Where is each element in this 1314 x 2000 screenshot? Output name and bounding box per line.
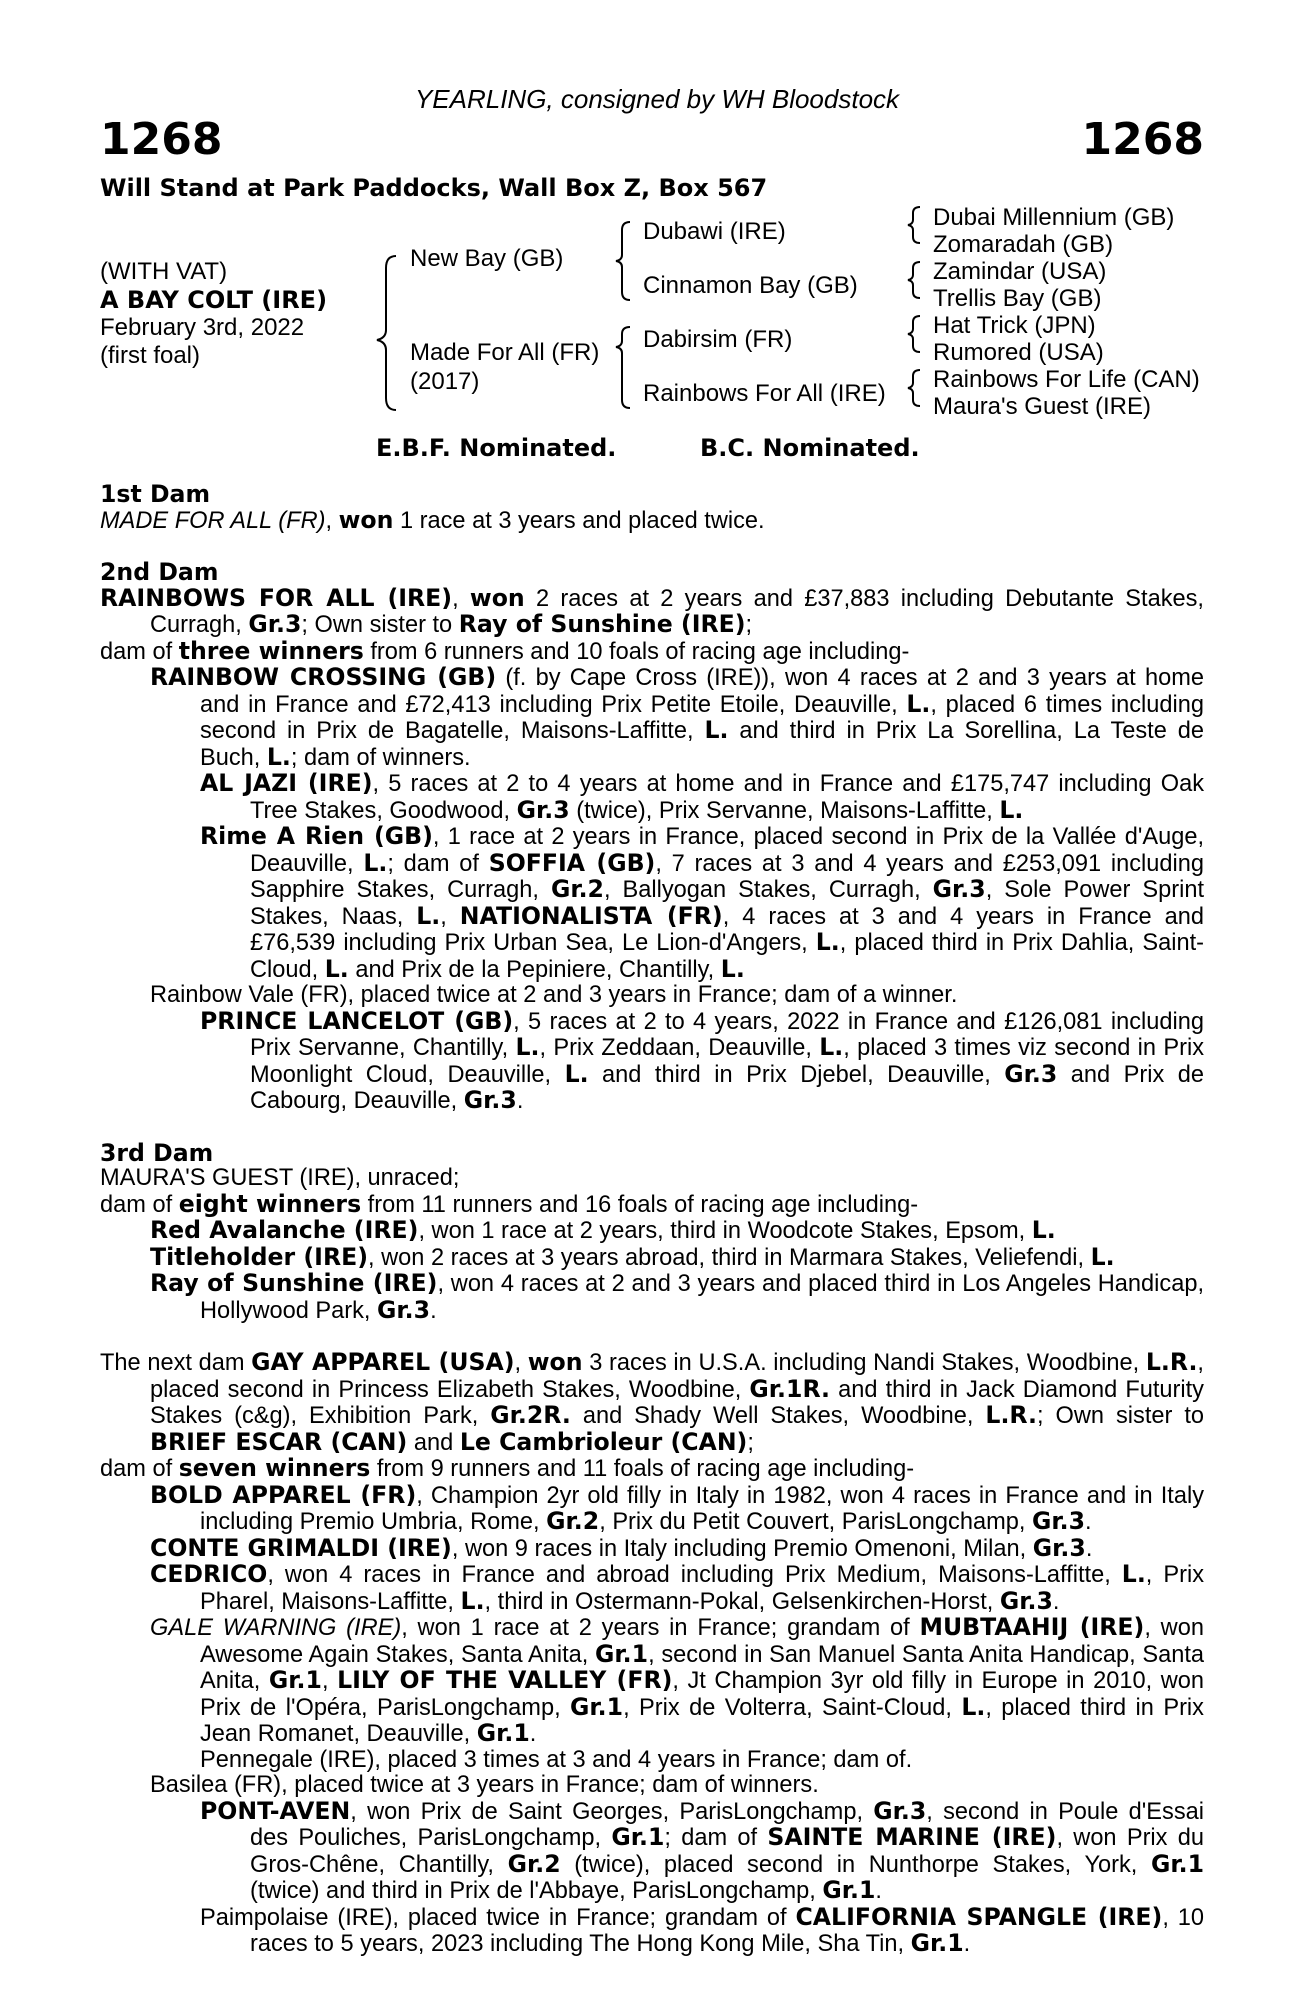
- gen3-4: Trellis Bay (GB): [933, 285, 1102, 312]
- produce-entry: Ray of Sunshine (IRE), won 4 races at 2 and 3 years and placed third in Los Angeles Handicap, Hollywood Park, Gr.3.: [150, 1269, 1204, 1324]
- dam-year: (2017): [410, 368, 480, 395]
- produce-entry: Rime A Rien (GB), 1 race at 2 years in France, placed second in Prix de la Vallée d'Auge, Deauville, L.; dam of SOFFIA (GB), 7 races at 3 and 4 years and £253,091 including Sapphire Stakes, Curragh, Gr.2, Ballyogan Stakes, Curragh, Gr.3, Sole Power Sprint Stakes, Naas, L., NATIONALISTA (FR), 4 races at 3 and 4 years in France and £76,539 including Prix Urban Sea, Le Lion-d'Angers, L., placed third in Prix Dahlia, Saint-Cloud, L. and Prix de la Pepiniere, Chantilly, L.: [200, 822, 1205, 983]
- dam: Made For All (FR): [410, 339, 600, 366]
- produce-entry: Rainbow Vale (FR), placed twice at 2 and 3 years in France; dam of a winner.: [150, 982, 958, 1008]
- gen3-5: Hat Trick (JPN): [933, 312, 1096, 339]
- produce-entry: Red Avalanche (IRE), won 1 race at 2 years, third in Woodcote Stakes, Epsom, L.: [150, 1216, 1056, 1244]
- bc-nominated: B.C. Nominated.: [700, 434, 920, 462]
- second-dam-produce: dam of three winners from 6 runners and 10 foals of racing age including-: [100, 636, 910, 665]
- foal-note: (first foal): [100, 342, 201, 369]
- gen3-2: Zomaradah (GB): [933, 231, 1114, 258]
- produce-entry: Basilea (FR), placed twice at 3 years in France; dam of winners.: [150, 1772, 819, 1798]
- produce-entry: PONT-AVEN, won Prix de Saint Georges, ParisLongchamp, Gr.3, second in Poule d'Essai des Pouliches, ParisLongchamp, Gr.1; dam of SAINTE MARINE (IRE), won Prix du Gros-Chêne, Chantilly, Gr.2 (twice), placed second in Nunthorpe Stakes, York, Gr.1 (twice) and third in Prix de l'Abbaye, ParisLongchamp, Gr.1.: [200, 1796, 1204, 1904]
- gen3-8: Maura's Guest (IRE): [933, 393, 1151, 420]
- horse-name: A BAY COLT (IRE): [100, 286, 328, 314]
- vat-note: (WITH VAT): [100, 258, 228, 285]
- third-dam-heading: 3rd Dam: [100, 1138, 214, 1167]
- gen3-3: Zamindar (USA): [933, 258, 1107, 285]
- sire: New Bay (GB): [410, 245, 564, 272]
- next-dam-record: The next dam GAY APPAREL (USA), won 3 races in U.S.A. including Nandi Stakes, Woodbine, L.R., placed second in Princess Elizabeth Stakes, Woodbine, Gr.1R. and third in Jack Diamond Futurity Stakes (c&g), Exhibition Park, Gr.2R. and Shady Well Stakes, Woodbine, L.R.; Own sister to BRIEF ESCAR (CAN) and Le Cambrioleur (CAN);: [100, 1348, 1204, 1456]
- dam-sire: Dabirsim (FR): [643, 326, 793, 353]
- third-dam-record: MAURA'S GUEST (IRE), unraced;: [100, 1165, 460, 1191]
- produce-entry: CONTE GRIMALDI (IRE), won 9 races in Italy including Premio Omenoni, Milan, Gr.3.: [150, 1533, 1093, 1562]
- first-dam-heading: 1st Dam: [100, 480, 211, 508]
- third-dam-produce: dam of eight winners from 11 runners and 16 foals of racing age including-: [100, 1189, 919, 1218]
- gen3-1: Dubai Millennium (GB): [933, 204, 1175, 231]
- produce-entry: CEDRICO, won 4 races in France and abroad including Prix Medium, Maisons-Laffitte, L., Prix Pharel, Maisons-Laffitte, L., third in Ostermann-Pokal, Gelsenkirchen-Horst, Gr.3.: [150, 1560, 1204, 1615]
- produce-entry: RAINBOW CROSSING (GB) (f. by Cape Cross (IRE)), won 4 races at 2 and 3 years at home and in France and £72,413 including Prix Petite Etoile, Deauville, L., placed 6 times including second in Prix de Bagatelle, Maisons-Laffitte, L. and third in Prix La Sorellina, La Teste de Buch, L.; dam of winners.: [150, 663, 1205, 771]
- stand-location: Will Stand at Park Paddocks, Wall Box Z, Box 567: [100, 174, 768, 202]
- ebf-nominated: E.B.F. Nominated.: [376, 434, 617, 462]
- produce-entry: AL JAZI (IRE), 5 races at 2 to 4 years at home and in France and £175,747 including Oak Tree Stakes, Goodwood, Gr.3 (twice), Prix Servanne, Maisons-Laffitte, L.: [200, 769, 1204, 824]
- gen3-7: Rainbows For Life (CAN): [933, 366, 1200, 393]
- catalogue-body: [100, 482, 1204, 1958]
- second-dam-heading: 2nd Dam: [100, 558, 219, 586]
- consignment-line: YEARLING, consigned by WH Bloodstock: [414, 84, 900, 114]
- sire-dam: Cinnamon Bay (GB): [643, 272, 858, 299]
- produce-entry: Titleholder (IRE), won 2 races at 3 years abroad, third in Marmara Stakes, Veliefendi, L.: [150, 1242, 1115, 1271]
- sire-sire: Dubawi (IRE): [643, 218, 786, 245]
- produce-entry: Pennegale (IRE), placed 3 times at 3 and 4 years in France; dam of.: [200, 1746, 913, 1773]
- produce-entry: PRINCE LANCELOT (GB), 5 races at 2 to 4 years, 2022 in France and £126,081 including Prix Servanne, Chantilly, L., Prix Zeddaan, Deauville, L., placed 3 times viz second in Prix Moonlight Cloud, Deauville, L. and third in Prix Djebel, Deauville, Gr.3 and Prix de Cabourg, Deauville, Gr.3.: [200, 1006, 1205, 1114]
- dam-dam: Rainbows For All (IRE): [643, 380, 886, 407]
- lot-number-left: 1268: [100, 114, 223, 165]
- produce-entry: GALE WARNING (IRE), won 1 race at 2 years in France; grandam of MUBTAAHIJ (IRE), won Awesome Again Stakes, Santa Anita, Gr.1, second in San Manuel Santa Anita Handicap, Santa Anita, Gr.1, LILY OF THE VALLEY (FR), Jt Champion 3yr old filly in Europe in 2010, won Prix de l'Opéra, ParisLongchamp, Gr.1, Prix de Volterra, Saint-Cloud, L., placed third in Prix Jean Romanet, Deauville, Gr.1.: [150, 1613, 1204, 1747]
- first-dam-line: MADE FOR ALL (FR), won 1 race at 3 years and placed twice.: [100, 505, 765, 534]
- next-dam-produce: dam of seven winners from 9 runners and 11 foals of racing age including-: [100, 1454, 915, 1482]
- second-dam-record: RAINBOWS FOR ALL (IRE), won 2 races at 2 years and £37,883 including Debutante Stakes, Curragh, Gr.3; Own sister to Ray of Sunshine (IRE);: [100, 583, 1204, 638]
- birth-date: February 3rd, 2022: [100, 314, 305, 341]
- produce-entry: Paimpolaise (IRE), placed twice in France; grandam of CALIFORNIA SPANGLE (IRE), 10 races to 5 years, 2023 including The Hong Kong Mile, Sha Tin, Gr.1.: [200, 1902, 1204, 1957]
- lot-number-right: 1268: [1081, 114, 1204, 165]
- gen3-6: Rumored (USA): [933, 339, 1104, 366]
- produce-entry: BOLD APPAREL (FR), Champion 2yr old filly in Italy in 1982, won 4 races in France and in Italy including Premio Umbria, Rome, Gr.2, Prix du Petit Couvert, ParisLongchamp, Gr.3.: [150, 1480, 1205, 1535]
